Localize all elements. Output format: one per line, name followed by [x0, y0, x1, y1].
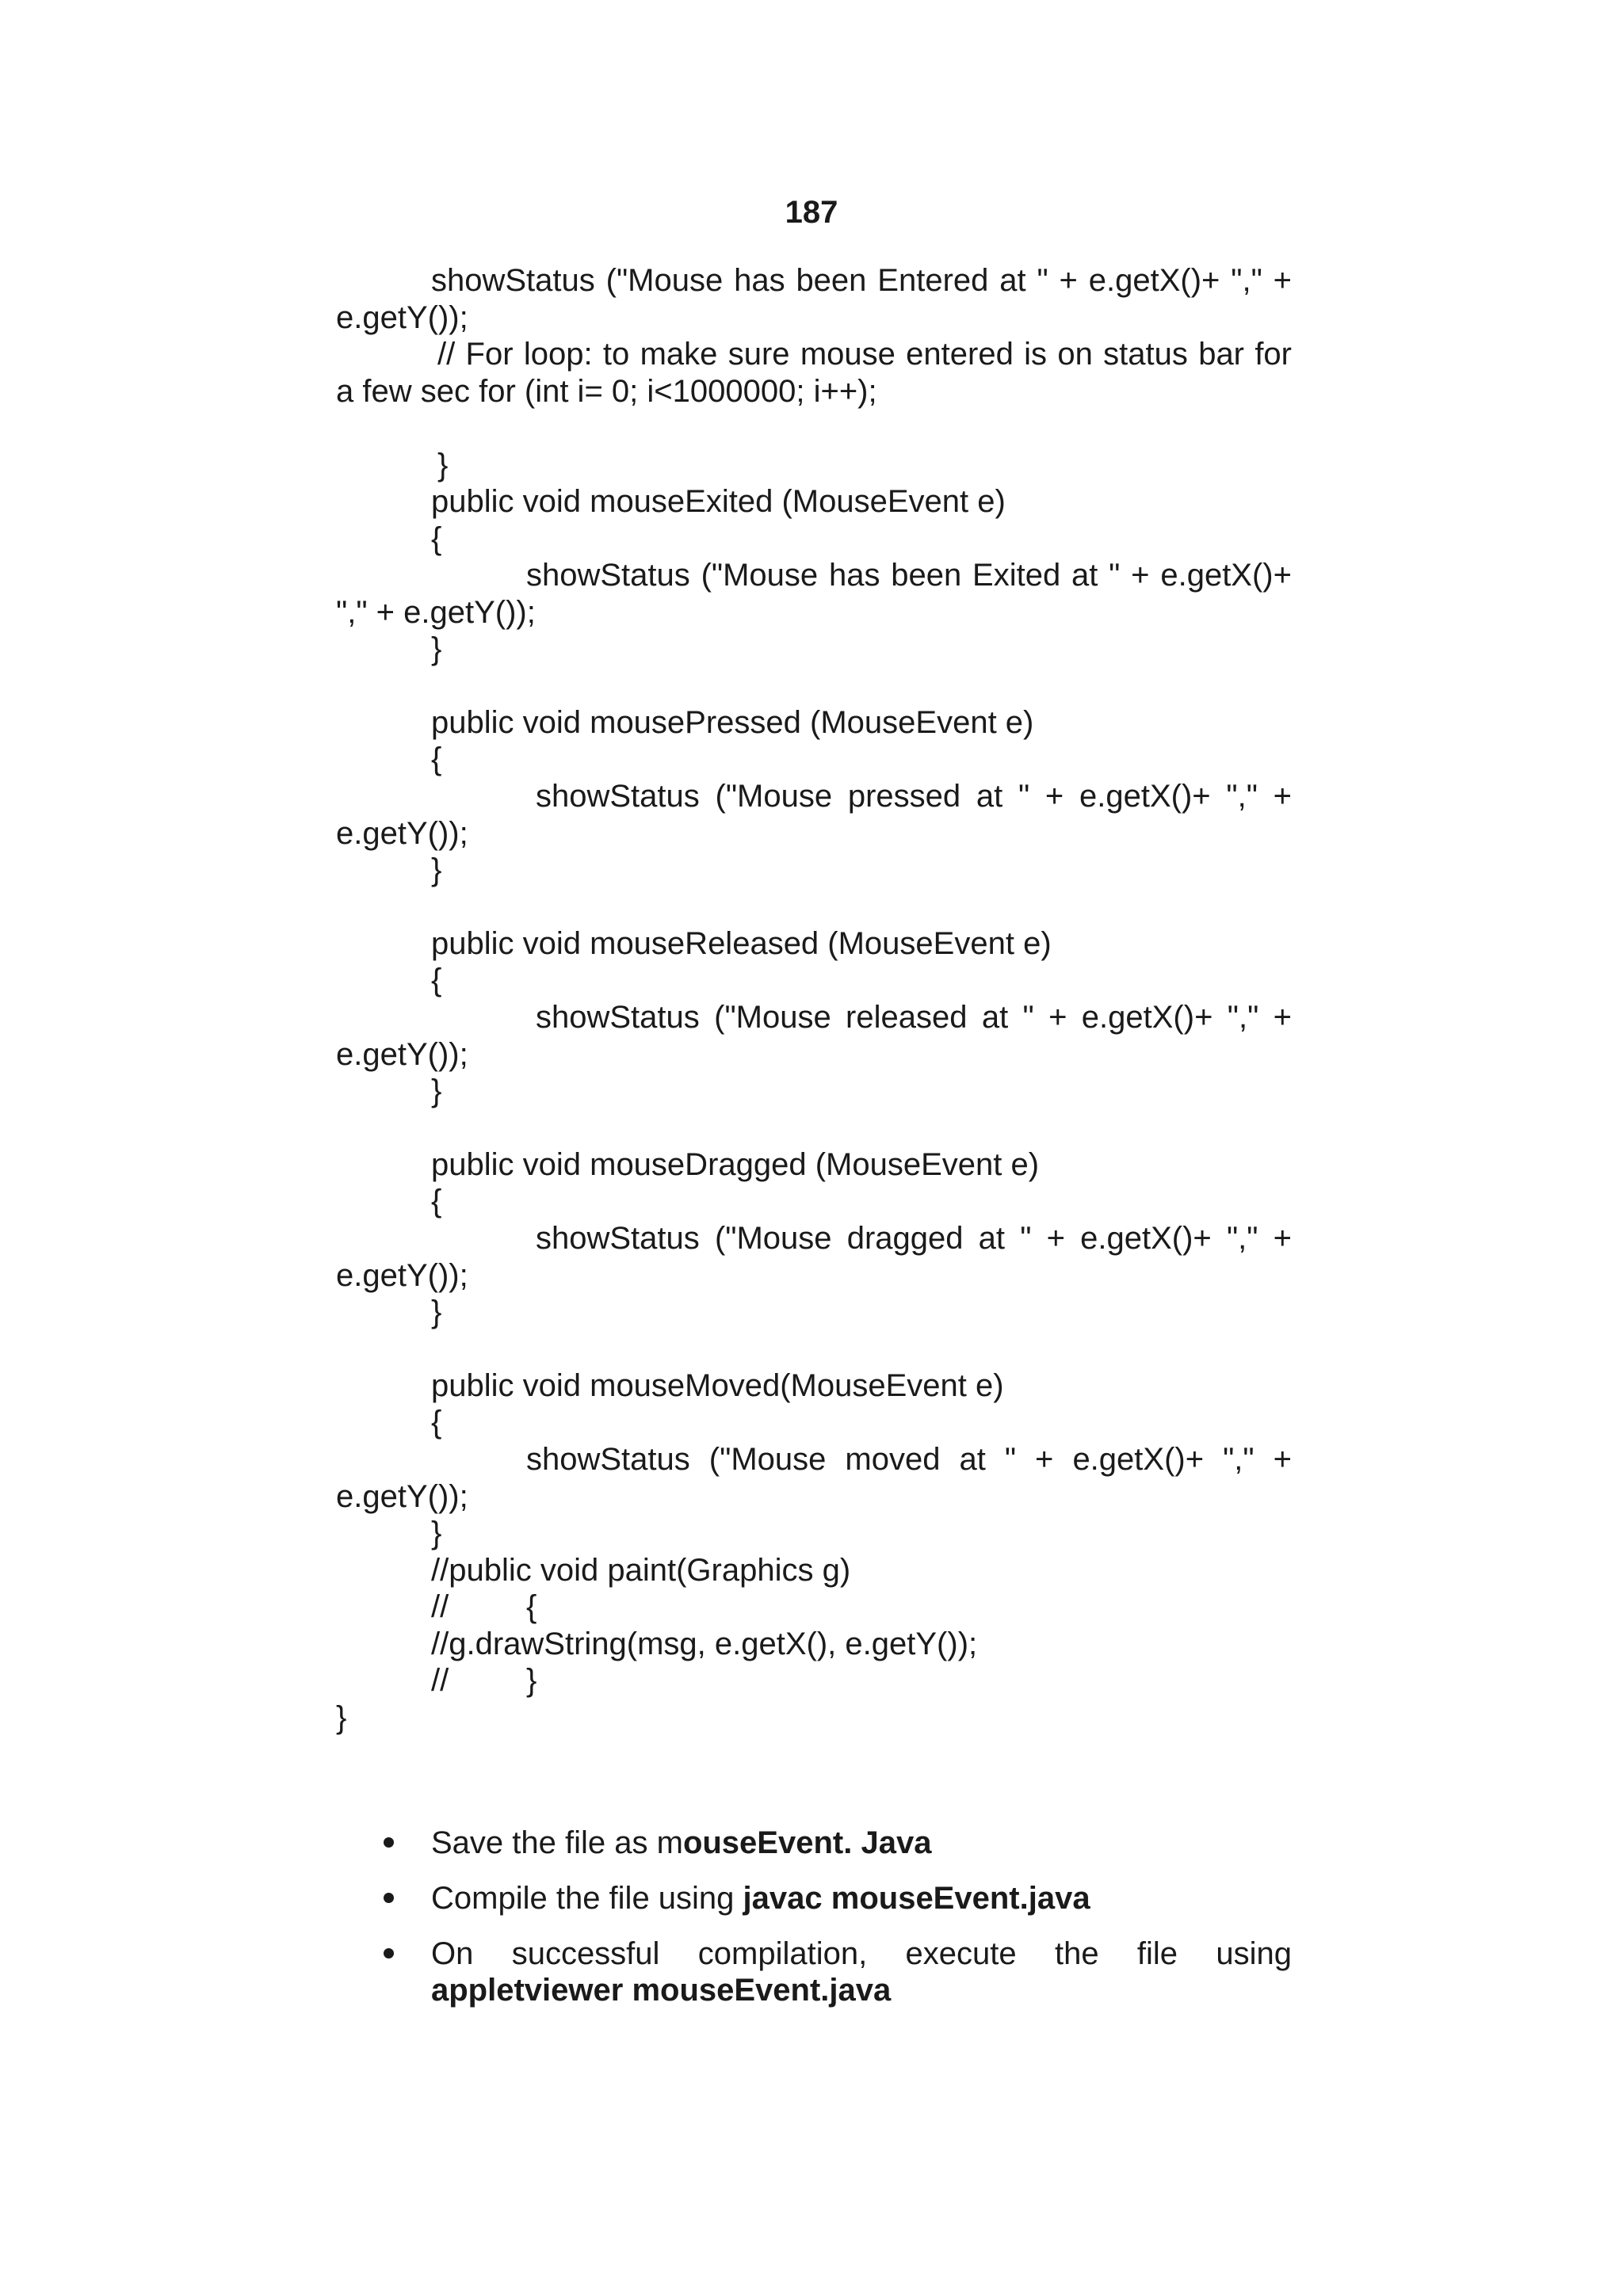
code-line: e.getY());: [336, 1258, 468, 1293]
code-brace: {: [431, 742, 442, 776]
code-brace: {: [431, 521, 442, 556]
code-brace: }: [431, 1295, 442, 1329]
bullet-bold-text: ouseEvent. Java: [682, 1825, 932, 1860]
method-signature: public void mouseDragged (MouseEvent e): [431, 1147, 1040, 1182]
code-brace: }: [336, 1700, 347, 1735]
bullet-bold-text: javac mouseEvent.java: [743, 1881, 1090, 1916]
code-line: e.getY());: [336, 816, 468, 851]
bullet-text: On successful compilation, execute the file using: [431, 1936, 1292, 1971]
code-brace: }: [526, 1663, 537, 1698]
code-brace: {: [431, 1405, 442, 1440]
bullet-text: Compile the file using: [431, 1881, 743, 1916]
code-brace: }: [431, 631, 442, 666]
method-signature: public void mouseMoved(MouseEvent e): [431, 1368, 1004, 1403]
page-number: 187: [785, 195, 838, 230]
code-line: showStatus ("Mouse moved at " + e.getX()+ "," +: [526, 1442, 1292, 1477]
code-line: showStatus ("Mouse pressed at " + e.getX()+ "," +: [536, 779, 1292, 814]
code-comment-line: //: [431, 1663, 449, 1698]
code-comment-line: a few sec for (int i= 0; i<1000000; i++);: [336, 374, 877, 409]
code-line: showStatus ("Mouse released at " + e.getX()+ "," +: [536, 1000, 1292, 1035]
code-line: showStatus ("Mouse has been Exited at " + e.getX()+: [526, 558, 1292, 593]
bullet-icon: [384, 1893, 394, 1903]
code-brace: }: [431, 852, 442, 887]
method-signature: public void mousePressed (MouseEvent e): [431, 705, 1034, 740]
code-brace: {: [526, 1589, 537, 1624]
bullet-bold-text: appletviewer mouseEvent.java: [431, 1973, 892, 2008]
code-line: e.getY());: [336, 300, 468, 335]
code-line: showStatus ("Mouse has been Entered at " + e.getX()+ "," +: [431, 263, 1292, 298]
code-line: "," + e.getY());: [336, 595, 536, 630]
bullet-icon: [384, 1948, 394, 1958]
method-signature: public void mouseExited (MouseEvent e): [431, 484, 1006, 519]
bullet-text: Save the file as m: [431, 1825, 683, 1860]
code-comment-line: // For loop: to make sure mouse entered is on status bar for: [437, 337, 1292, 372]
bullet-icon: [384, 1837, 394, 1848]
code-comment-line: //g.drawString(msg, e.getX(), e.getY());: [431, 1627, 978, 1661]
code-line: e.getY());: [336, 1479, 468, 1514]
code-comment-line: //: [431, 1589, 449, 1624]
code-comment-line: //public void paint(Graphics g): [431, 1553, 851, 1588]
code-line: showStatus ("Mouse dragged at " + e.getX()+ "," +: [536, 1221, 1292, 1256]
code-brace: {: [431, 1184, 442, 1219]
code-brace: }: [431, 1516, 442, 1550]
code-brace: }: [431, 1074, 442, 1108]
method-signature: public void mouseReleased (MouseEvent e): [431, 926, 1052, 961]
code-brace: {: [431, 963, 442, 997]
code-brace: }: [437, 448, 449, 482]
code-line: e.getY());: [336, 1037, 468, 1072]
